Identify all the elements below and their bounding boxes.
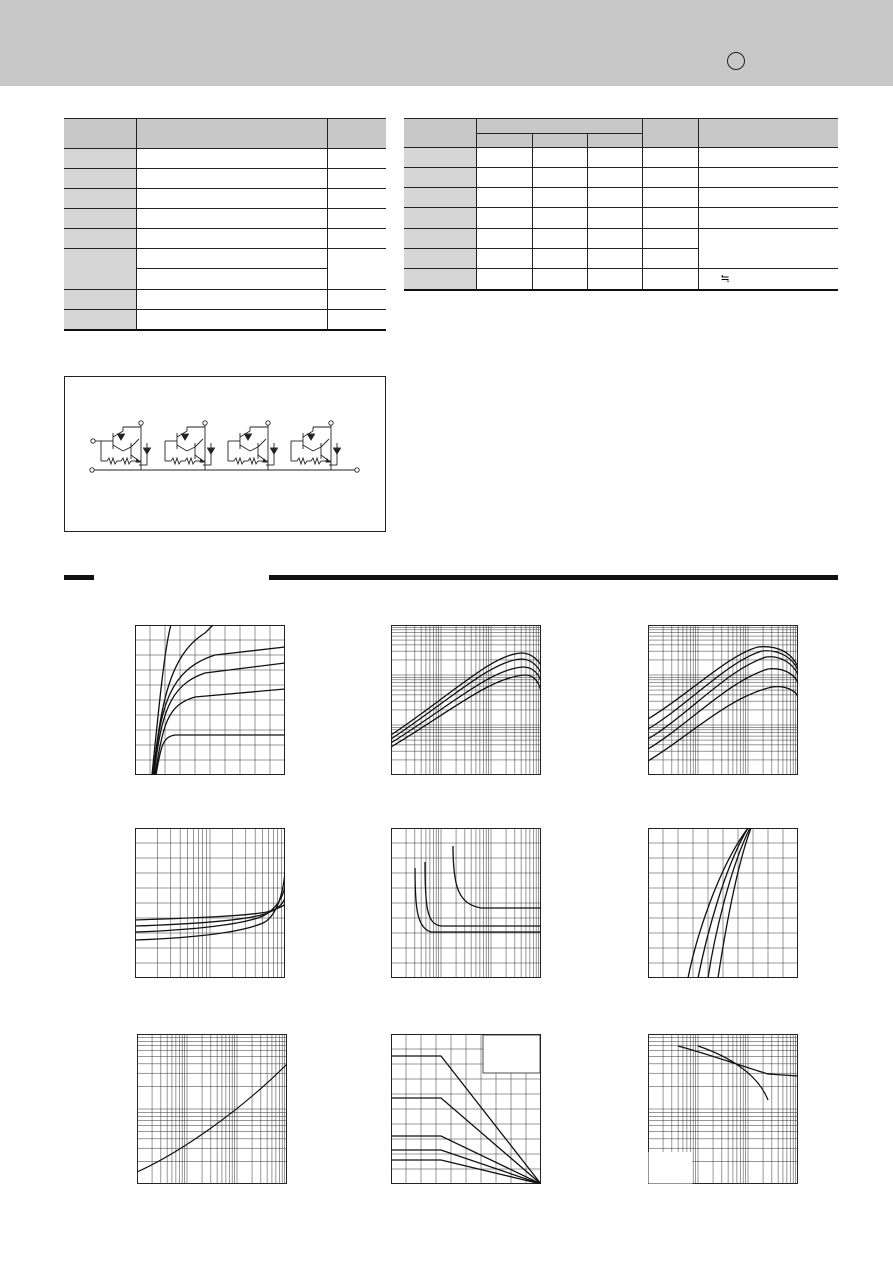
right-table-cell — [698, 168, 838, 188]
right-table-header-conditions — [698, 119, 838, 148]
right-table-cell — [532, 269, 587, 290]
right-table-cell — [587, 188, 642, 208]
left-table-cell — [64, 310, 136, 330]
section-marker-left — [64, 575, 94, 580]
left-table-cell — [136, 249, 327, 269]
right-table-header-ratings — [476, 119, 642, 134]
left-table-cell — [136, 269, 327, 290]
right-table-cell — [404, 208, 476, 229]
left-table-cell — [136, 189, 327, 209]
right-table-cell — [532, 229, 587, 249]
left-spec-table — [64, 118, 386, 331]
left-table-cell — [327, 310, 386, 330]
right-table-cell — [404, 249, 476, 269]
left-table-cell — [136, 209, 327, 229]
label-area — [649, 1152, 693, 1184]
chart-hyperbolic-curves — [391, 828, 541, 978]
right-table-cell — [587, 229, 642, 249]
left-table-cell — [327, 149, 386, 169]
chart-safe-operating-area — [648, 1034, 798, 1184]
chart-log-curves-1 — [391, 625, 541, 775]
chart-derating-lines — [391, 1034, 541, 1184]
section-rule — [269, 575, 838, 580]
right-table-cell — [476, 188, 532, 208]
left-table-cell — [136, 290, 327, 310]
right-table-cell — [532, 148, 587, 168]
right-table-cell — [642, 188, 698, 208]
right-table-cell — [642, 249, 698, 269]
header-band — [0, 0, 893, 86]
right-table-cell — [404, 148, 476, 168]
right-table-header-symbol — [404, 119, 476, 148]
right-table-subheader-typ — [532, 134, 587, 148]
left-table-cell — [327, 229, 386, 249]
right-table-cell — [476, 208, 532, 229]
left-table-cell — [136, 310, 327, 330]
left-table-cell — [64, 249, 136, 290]
right-table-cell — [587, 168, 642, 188]
right-table-cell — [532, 208, 587, 229]
left-table-cell — [64, 189, 136, 209]
left-table-cell — [64, 229, 136, 249]
right-table-cell — [404, 168, 476, 188]
right-table-subheader-max — [587, 134, 642, 148]
right-table-cell — [476, 249, 532, 269]
left-table-cell — [136, 169, 327, 189]
left-table-header-item — [136, 119, 327, 149]
right-table-cell — [404, 229, 476, 249]
igbt-unit — [228, 421, 278, 470]
left-table-header-unit — [327, 119, 386, 149]
left-table-cell — [136, 149, 327, 169]
chart-log-curves-2 — [648, 625, 798, 775]
right-table-cell — [642, 208, 698, 229]
right-table-cell — [698, 188, 838, 208]
right-table-cell — [642, 148, 698, 168]
right-table-subheader-min — [476, 134, 532, 148]
left-table-cell — [327, 169, 386, 189]
left-table-cell — [136, 229, 327, 249]
right-table-cell — [698, 229, 838, 269]
right-spec-table — [404, 118, 838, 291]
chart-transfer-curves — [648, 828, 798, 978]
right-table-cell — [587, 208, 642, 229]
left-table-cell — [64, 169, 136, 189]
right-table-cell — [476, 168, 532, 188]
left-table-header-symbol — [64, 119, 136, 149]
circuit-diagram-box — [64, 376, 386, 532]
right-table-cell — [642, 168, 698, 188]
left-table-cell — [327, 189, 386, 209]
right-table-cell — [587, 148, 642, 168]
chart-thermal-impedance — [137, 1034, 287, 1184]
right-table-header-unit — [642, 119, 698, 148]
igbt-array-schematic-icon — [65, 377, 385, 531]
left-table-cell — [327, 209, 386, 229]
right-table-cell — [476, 269, 532, 290]
right-table-cell — [532, 188, 587, 208]
right-table-cell — [476, 148, 532, 168]
igbt-unit — [165, 421, 215, 470]
right-table-cell — [642, 229, 698, 249]
right-table-cell — [404, 269, 476, 290]
igbt-unit — [291, 421, 341, 470]
right-table-cell — [532, 168, 587, 188]
right-table-cell — [404, 188, 476, 208]
left-table-cell — [64, 209, 136, 229]
legend-box — [483, 1035, 540, 1073]
left-table-cell — [64, 149, 136, 169]
right-table-cell — [587, 269, 642, 290]
right-table-condition-approx: ≒ — [698, 269, 838, 290]
chart-semilog-rising — [135, 828, 285, 978]
right-table-cell — [476, 229, 532, 249]
registered-mark-icon — [727, 52, 745, 70]
igbt-unit — [91, 421, 151, 470]
left-table-cell — [327, 290, 386, 310]
left-table-cell — [64, 290, 136, 310]
right-table-cell — [698, 208, 838, 229]
right-table-cell — [698, 148, 838, 168]
right-table-cell — [587, 249, 642, 269]
right-table-cell — [642, 269, 698, 290]
right-table-cell — [532, 249, 587, 269]
left-table-cell — [327, 249, 386, 290]
chart-output-characteristics — [135, 625, 285, 775]
